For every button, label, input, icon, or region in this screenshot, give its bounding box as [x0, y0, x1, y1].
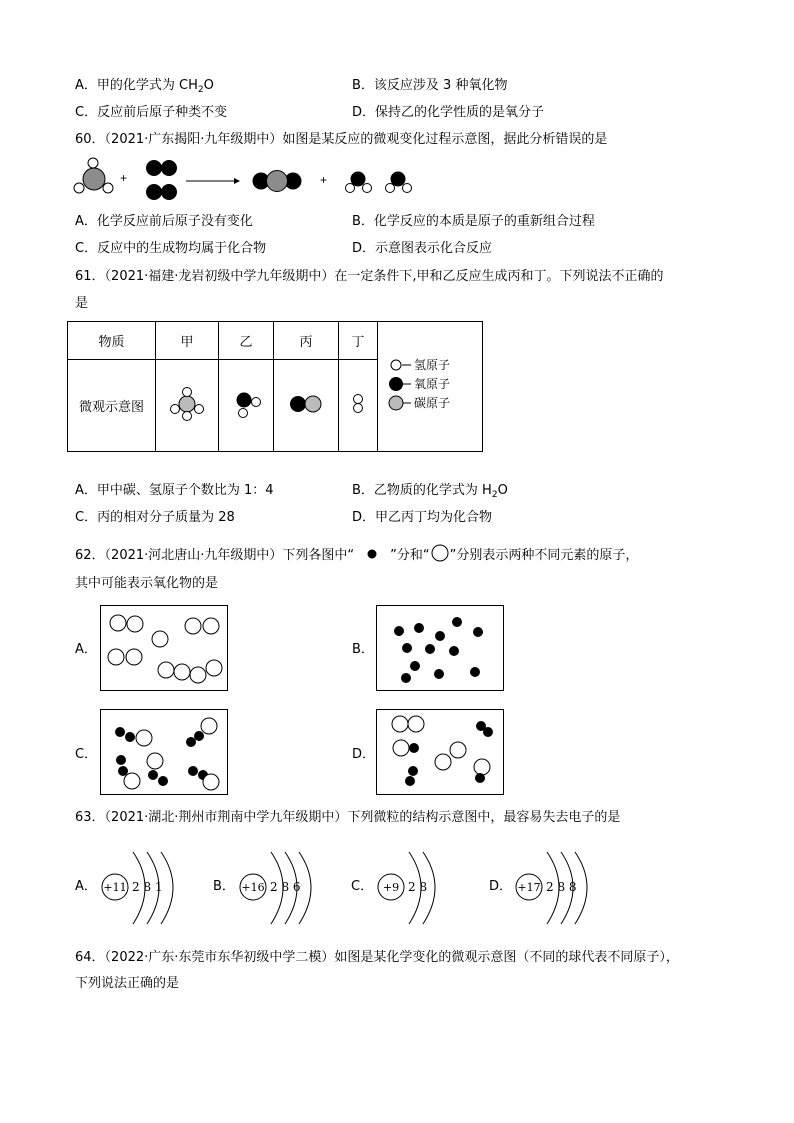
atom-legend: [382, 355, 478, 415]
q60-option-a: A．化学反应前后原子没有变化: [75, 214, 253, 229]
q61-option-b: B．乙物质的化学式为 $H_2O$: [352, 483, 508, 500]
q62-box-b: [376, 605, 504, 691]
q62-box-a: [100, 605, 228, 691]
white-atom-icon: [430, 543, 450, 563]
atom-option-label: D．: [489, 879, 513, 894]
row-label: 微观示意图: [68, 360, 156, 452]
q59-option-a: A．甲的化学式为 $CH_2O$: [75, 78, 214, 95]
q62-stem-line1: 62．（2021·河北唐山·九年级期中）下列各图中“ ”分和“ ”分别表示两种不同元素的原子，: [75, 543, 638, 565]
plus-sign-2: +: [320, 173, 328, 187]
q60-stem: 60．（2021·广东揭阳·九年级期中）如图是某反应的微观变化过程示意图，据此分析错误的是: [75, 132, 608, 147]
molecule-bing: [274, 360, 339, 452]
q62-box-c: [100, 709, 228, 795]
electron-counts: 2 8 6: [270, 880, 301, 894]
atom-option-label: B．: [213, 879, 235, 894]
nucleus-charge: +11: [103, 881, 127, 894]
electron-shell-arc: [575, 852, 587, 924]
q60-option-c: C．反应中的生成物均属于化合物: [75, 241, 267, 256]
header-yi: 乙: [219, 322, 274, 360]
legend-carbon: 碳原子: [414, 395, 451, 410]
nucleus-charge: +16: [241, 881, 265, 894]
header-jia: 甲: [156, 322, 219, 360]
q60-reaction-diagram: [70, 155, 430, 200]
q60-option-d: D．示意图表示化合反应: [352, 241, 493, 256]
atom-option-label: C．: [351, 879, 374, 894]
atom-structure-diagram: [99, 842, 209, 934]
q64-stem-line1: 64．（2022·广东·东莞市东华初级中学二模）如图是某化学变化的微观示意图（不同的球代表不同原子），: [75, 950, 679, 965]
q62-box-d: [376, 709, 504, 795]
q61-stem-line1: 61．（2021·福建·龙岩初级中学九年级期中）在一定条件下,甲和乙反应生成丙和丁。下列说法不正确的: [75, 269, 664, 284]
q63-stem: 63．（2021·湖北·荆州市荆南中学九年级期中）下列微粒的结构示意图中，最容易失去电子的是: [75, 810, 621, 825]
plus-sign-1: +: [120, 171, 128, 185]
q62-stem-line2: 其中可能表示氧化物的是: [75, 576, 219, 591]
nucleus-charge: +9: [382, 881, 400, 894]
header-bing: 丙: [274, 322, 339, 360]
molecule-ding: [339, 360, 378, 452]
legend-oxygen: 氧原子: [414, 376, 451, 391]
q59-option-d: D．保持乙的化学性质的是氧分子: [352, 105, 545, 120]
molecule-yi: [219, 360, 274, 452]
electron-counts: 2 8 8: [546, 880, 577, 894]
q64-stem-line2: 下列说法正确的是: [75, 976, 180, 991]
electron-shell-arc: [299, 852, 311, 924]
molecule-jia: [156, 360, 219, 452]
q59-option-c: C．反应前后原子种类不变: [75, 105, 228, 120]
electron-counts: 2 8: [408, 880, 428, 894]
header-ding: 丁: [339, 322, 378, 360]
legend-cell: [378, 322, 483, 452]
atom-structure-diagram: [513, 842, 623, 934]
atom-option-label: A．: [75, 879, 97, 894]
q61-stem-line2: 是: [75, 296, 89, 311]
nucleus-charge: +17: [517, 881, 541, 894]
q59-option-b: B．该反应涉及 3 种氧化物: [352, 78, 508, 93]
q60-option-b: B．化学反应的本质是原子的重新组合过程: [352, 214, 595, 229]
black-atom-icon: [366, 548, 378, 560]
q61-option-c: C．丙的相对分子质量为 28: [75, 510, 235, 525]
electron-shell-arc: [161, 852, 173, 924]
atom-structure-diagram: [375, 842, 485, 934]
q62-label-c: C．: [75, 747, 98, 762]
q61-option-a: A．甲中碳、氢原子个数比为 1：4: [75, 483, 274, 498]
q62-label-a: A．: [75, 642, 97, 657]
electron-counts: 2 8 1: [132, 880, 163, 894]
atom-structure-diagram: [237, 842, 347, 934]
legend-hydrogen: 氢原子: [414, 357, 451, 372]
q62-label-d: D．: [352, 747, 376, 762]
q61-table: [67, 321, 483, 452]
q62-label-b: B．: [352, 642, 374, 657]
q61-option-d: D．甲乙丙丁均为化合物: [352, 510, 493, 525]
header-substance: 物质: [68, 322, 156, 360]
